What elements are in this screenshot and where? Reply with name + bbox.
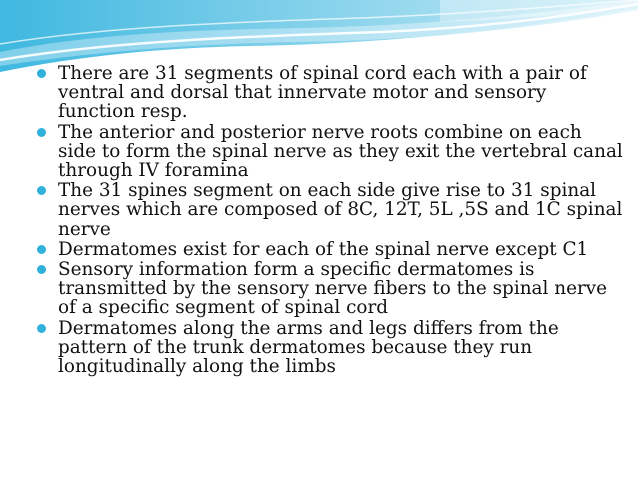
bullet-text: There are 31 segments of spinal cord each with a pair of ventral and dorsal that innervate motor and sensory function resp. bbox=[58, 63, 587, 123]
bullet-item-1 bbox=[34, 64, 624, 122]
bullet-dot-icon bbox=[37, 324, 46, 333]
bullet-dot-icon bbox=[37, 265, 46, 274]
bullet-item-3 bbox=[34, 181, 624, 239]
bullet-item-2 bbox=[34, 123, 624, 181]
bullet-list bbox=[34, 64, 624, 377]
bullet-dot-icon bbox=[37, 186, 46, 195]
bullet-text: The anterior and posterior nerve roots combine on each side to form the spinal nerve as they exit the vertebral canal through IV foramina bbox=[58, 121, 623, 182]
bullet-dot-icon bbox=[37, 128, 46, 137]
bullet-text: Sensory information form a specific dermatomes is transmitted by the sensory nerve fibers to the spinal nerve of a specific segment of spinal cord bbox=[58, 259, 608, 319]
bullet-dot-icon bbox=[37, 69, 46, 78]
bullet-text: Dermatomes exist for each of the spinal nerve except C1 bbox=[58, 238, 589, 260]
bullet-dot-icon bbox=[37, 245, 46, 254]
bullet-item-5 bbox=[34, 260, 624, 318]
bullet-item-4 bbox=[34, 240, 624, 259]
bullet-text: Dermatomes along the arms and legs differs from the pattern of the trunk dermatomes because they run longitudinally along the limbs bbox=[58, 317, 559, 378]
bullet-text: The 31 spines segment on each side give rise to 31 spinal nerves which are composed of 8C, 12T, 5L ,5S and 1C spinal nerve bbox=[58, 180, 623, 240]
bullet-item-6 bbox=[34, 319, 624, 377]
